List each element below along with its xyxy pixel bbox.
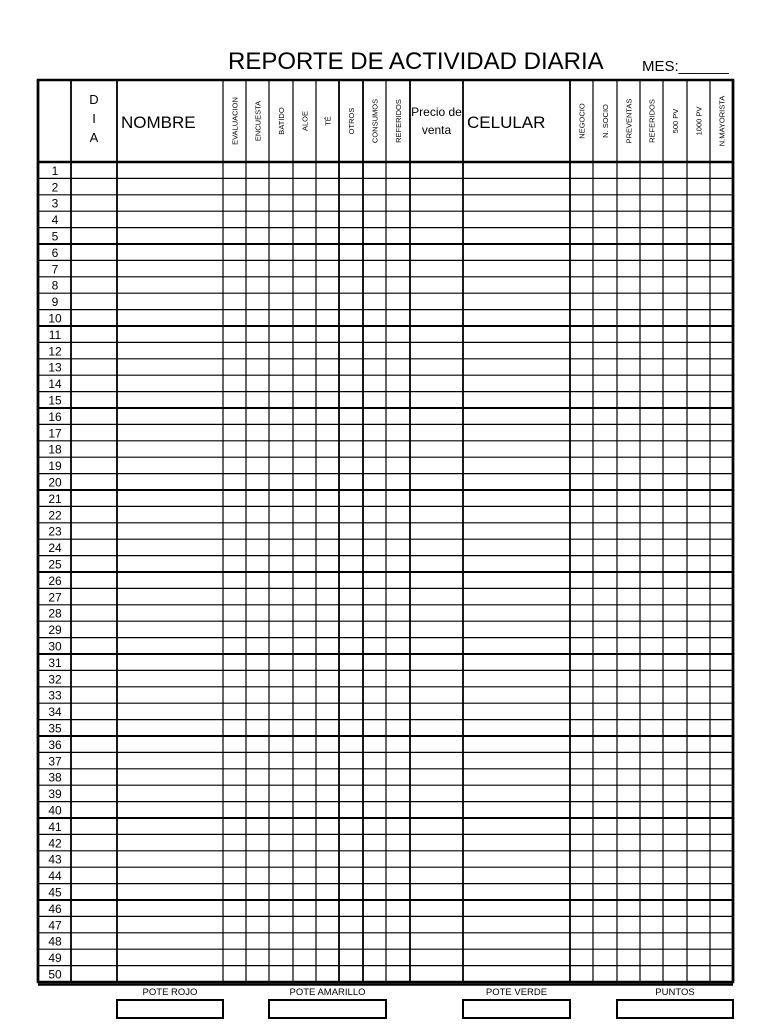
header-referidos2: REFERIDOS [647,99,657,143]
row-number: 29 [48,623,62,638]
row-number: 48 [48,934,62,949]
header-encuesta: ENCUESTA [253,100,263,142]
header-otros: OTROS [347,107,356,135]
row-number: 7 [51,262,59,277]
row-number: 8 [51,278,59,293]
header-precio: Precio de venta [411,105,462,137]
header-pv500: 500 PV [671,108,680,134]
row-number: 20 [48,475,62,490]
header-preventas: PREVENTAS [624,98,634,144]
row-number: 24 [48,541,62,556]
row-number: 22 [48,508,62,523]
row-number: 13 [48,360,62,375]
row-number: 28 [48,606,62,621]
footer-label: POTE ROJO [142,987,198,998]
footer-label: POTE VERDE [485,987,548,998]
row-number: 47 [48,918,62,933]
footer-input-box[interactable] [617,1000,733,1018]
row-number: 39 [48,787,62,802]
row-number: 4 [51,213,59,228]
row-number: 43 [48,852,62,867]
header-pv1000: 1000 PV [694,106,704,136]
header-celular: CELULAR [467,113,546,132]
row-number: 26 [48,573,62,588]
row-number: 17 [48,426,62,441]
footer-input-box[interactable] [269,1000,386,1018]
header-evaluacion: EVALUACION [230,97,240,145]
row-number: 35 [48,721,62,736]
row-number: 23 [48,524,62,539]
row-number: 33 [48,688,62,703]
row-number: 31 [48,655,62,670]
header-negocio: NEGOCIO [577,103,587,139]
row-number: 49 [48,951,62,966]
header-referidos1: REFERIDOS [394,99,403,143]
row-number: 2 [51,180,59,195]
header-batido: BATIDO [277,107,286,135]
header-nsocio: N. SOCIO [601,104,610,138]
header-consumos: CONSUMOS [370,98,380,144]
footer-label: PUNTOS [655,987,695,998]
row-number: 18 [48,442,62,457]
row-number: 50 [48,967,62,982]
row-number: 5 [51,229,59,244]
footer-input-box[interactable] [117,1000,223,1018]
row-number: 44 [48,869,62,884]
row-number: 37 [48,754,62,769]
row-number: 45 [48,885,62,900]
row-number: 41 [48,819,62,834]
header-nmayorista: N.MAYORISTA [717,95,727,147]
row-number: 3 [51,196,59,211]
row-number: 38 [48,770,62,785]
row-number: 11 [48,327,62,342]
row-number: 46 [48,901,62,916]
row-number: 34 [48,705,62,720]
row-number: 42 [48,836,62,851]
row-number: 21 [48,491,62,506]
footer-label: POTE AMARILLO [289,987,366,998]
row-number: 32 [48,672,62,687]
row-number: 10 [48,311,62,326]
header-nombre: NOMBRE [121,113,196,132]
row-number: 12 [48,344,62,359]
row-number: 6 [51,245,59,260]
month-field: MES:______ [642,58,729,75]
row-number: 9 [51,295,59,310]
row-number: 40 [48,803,62,818]
header-aloe: ALOE [300,110,310,132]
row-number: 16 [48,409,62,424]
header-te: TÉ [323,116,333,126]
row-number: 36 [48,737,62,752]
report-title: REPORTE DE ACTIVIDAD DIARIA [228,48,604,75]
header-dia: D I A [89,92,99,145]
row-number: 30 [48,639,62,654]
row-number: 25 [48,557,62,572]
row-number: 15 [48,393,62,408]
footer-input-box[interactable] [463,1000,570,1018]
row-number: 19 [48,459,62,474]
row-number: 14 [48,377,62,392]
row-number: 27 [48,590,62,605]
row-number: 1 [51,163,59,178]
